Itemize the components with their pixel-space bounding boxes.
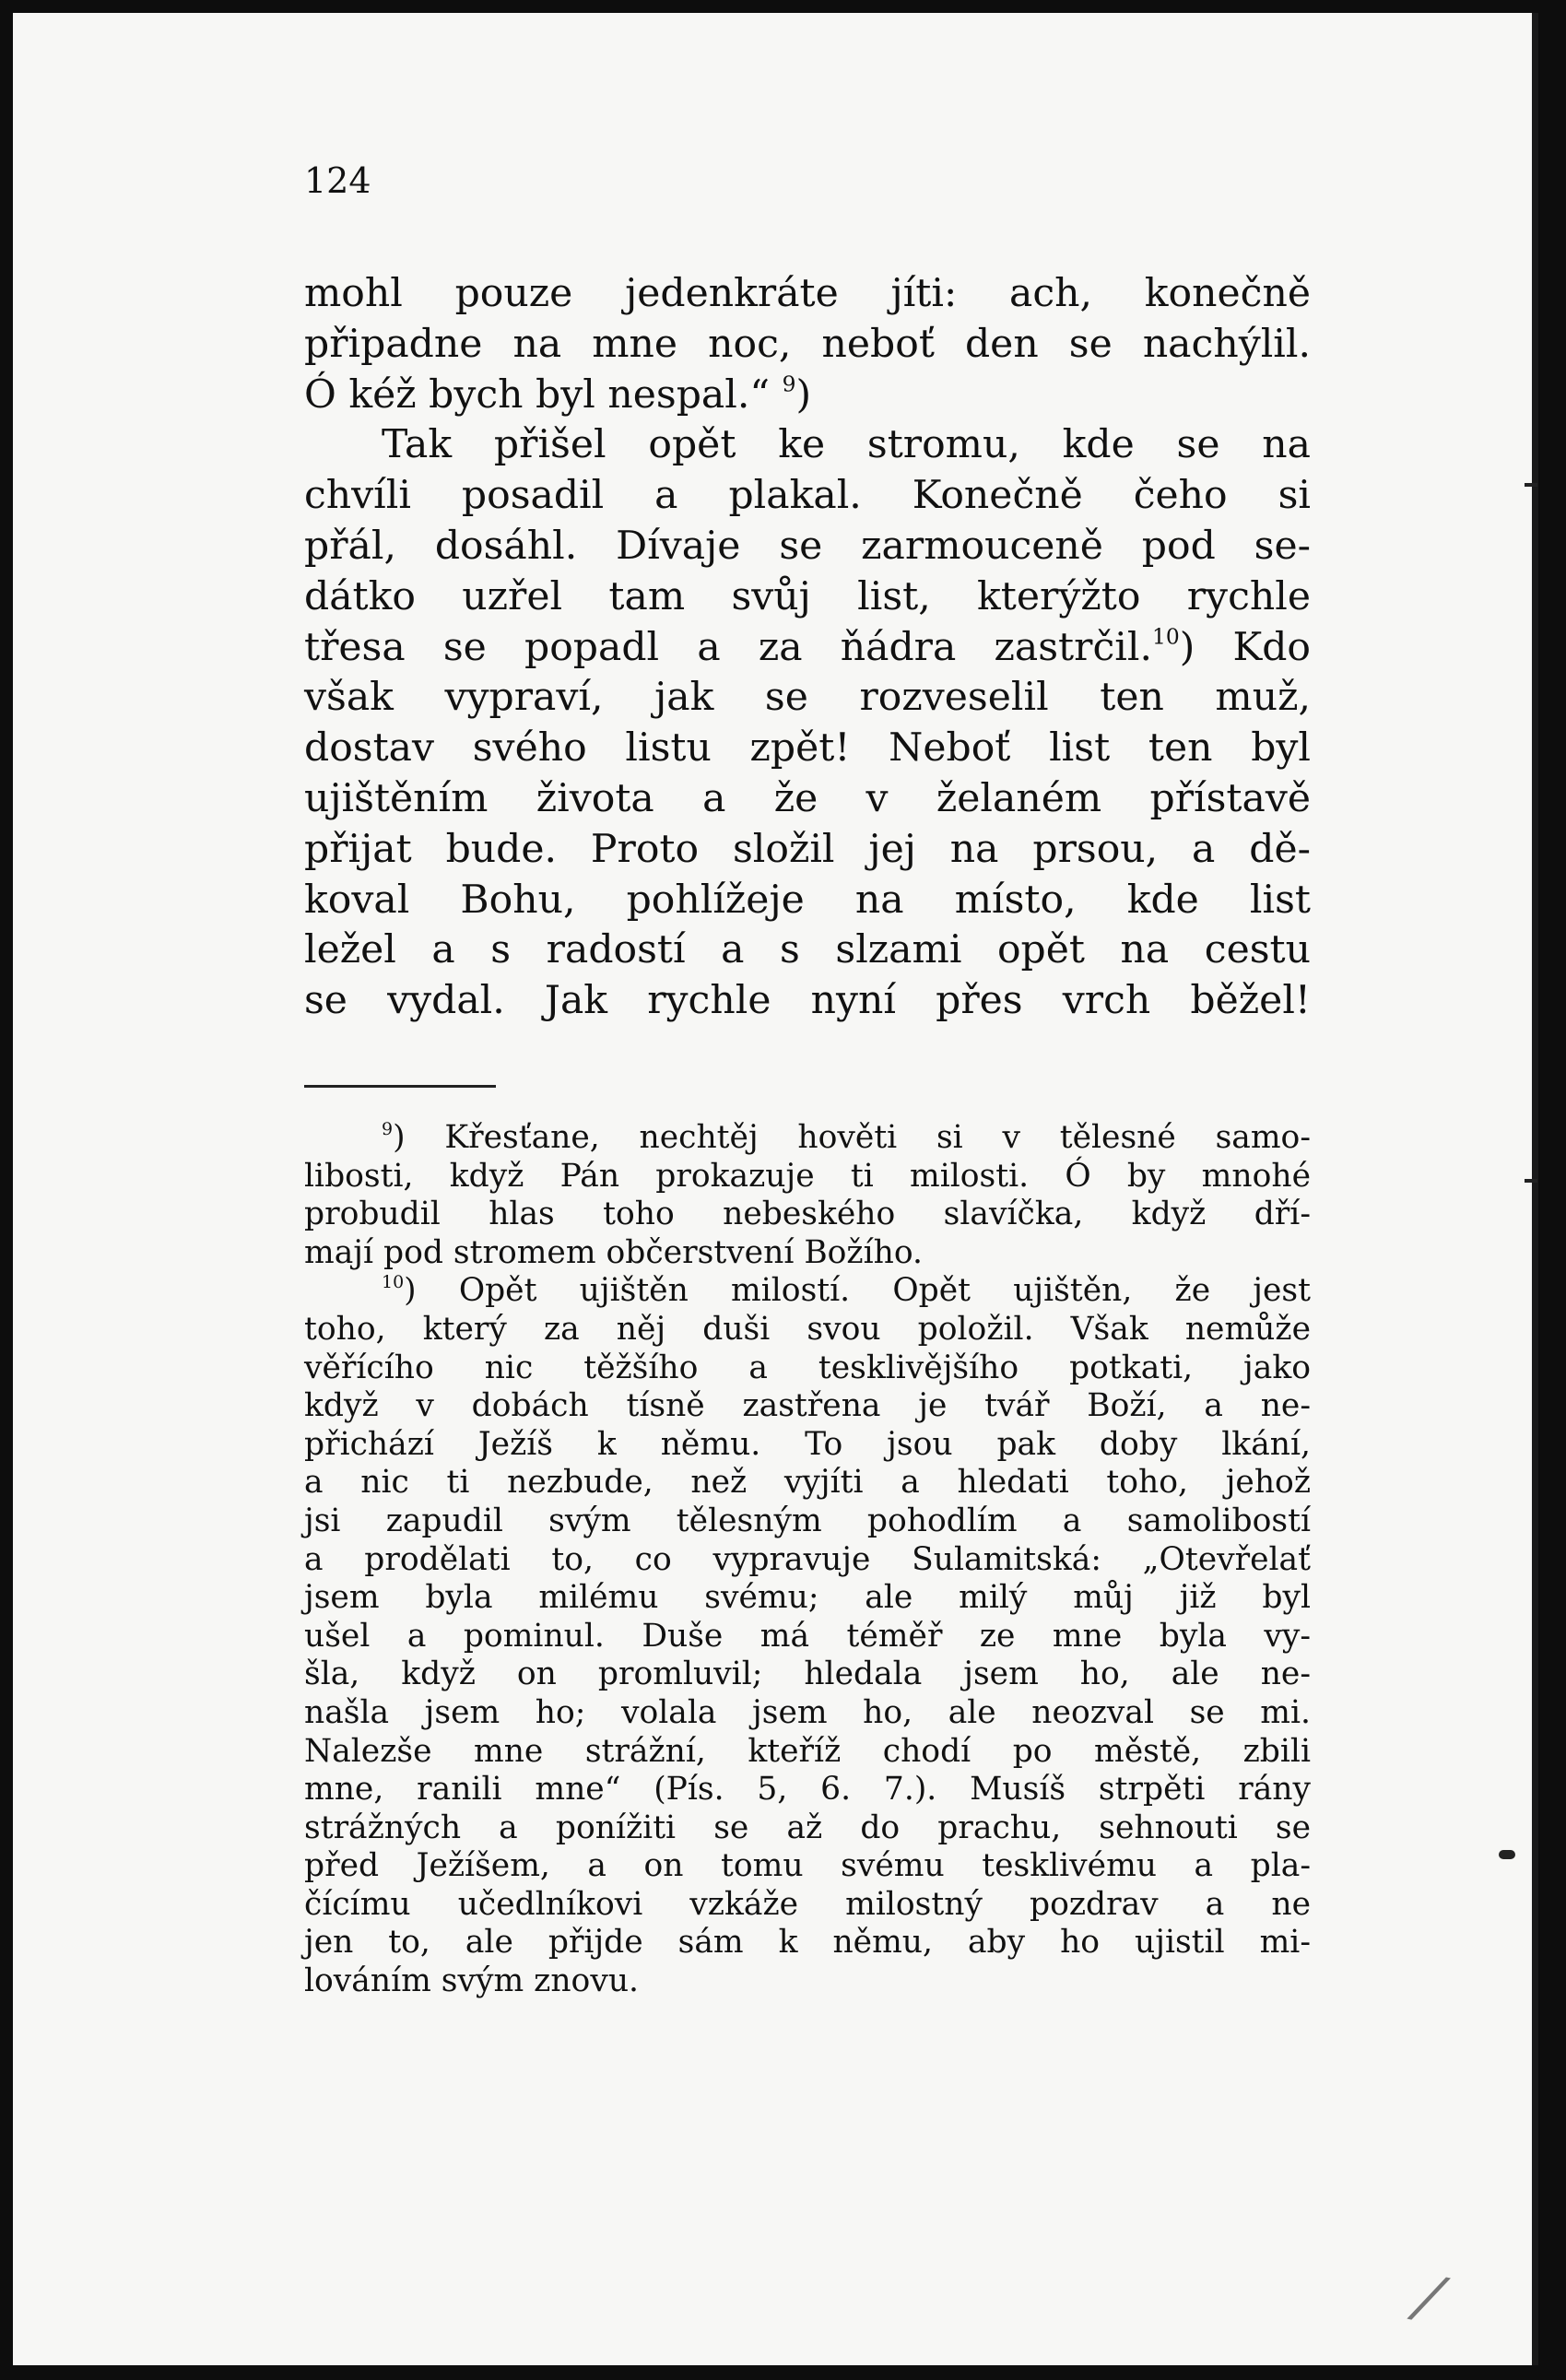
main-text-line: ujištěním života a že v želaném přístavě [304, 775, 1311, 821]
footnote-line: čícímu učedlníkovi vzkáže milostný pozdrav a ne [304, 1885, 1311, 1923]
main-text-line: koval Bohu, pohlížeje na místo, kde list [304, 877, 1311, 923]
footnote-line: jsi zapudil svým tělesným pohodlím a samolibostí [304, 1502, 1311, 1539]
footnote-line: jsem byla milému svému; ale milý můj již byl [304, 1579, 1311, 1617]
main-text-line: přál, dosáhl. Dívaje se zarmouceně pod se- [304, 523, 1311, 569]
footnote-line: jen to, ale přijde sám k němu, aby ho ujistil mi- [304, 1924, 1311, 1962]
main-text-line: třesa se popadl a za ňádra zastrčil.$^{10}$) Kdo [304, 623, 1311, 670]
footnote-line: a nic ti nezbude, než vyjíti a hledati toho, jehož [304, 1464, 1311, 1502]
main-text-line: se vydal. Jak rychle nyní přes vrch běžel! [304, 978, 1311, 1024]
footnote-line: ušel a pominul. Duše má téměř ze mne byla vy- [304, 1617, 1311, 1655]
main-text-line: však vypraví, jak se rozveselil ten muž, [304, 675, 1311, 721]
footnote-line: lováním svým znovu. [304, 1962, 640, 2000]
page-number: 124 [304, 160, 371, 201]
book-page [13, 13, 1538, 2365]
footnote-marker: 9 [382, 1118, 394, 1139]
main-text-line: dostav svého listu zpět! Neboť list ten byl [304, 725, 1311, 772]
footnote-line: mne, ranili mne“ (Pís. 5, 6. 7.). Musíš strpěti rány [304, 1771, 1311, 1809]
footnote-line: když v dobách tísně zastřena je tvář Boží, a ne- [304, 1387, 1311, 1425]
footnote-separator-rule [304, 1085, 496, 1088]
main-text-block [304, 269, 1311, 1027]
footnote-line: Nalezše mne strážní, kteříž chodí po městě, zbili [304, 1732, 1311, 1770]
margin-dot-mark [1499, 1850, 1515, 1859]
margin-tick-mark [1525, 1179, 1537, 1183]
footnotes-block [304, 1119, 1311, 2001]
main-text-line: přijat bude. Proto složil jej na prsou, a dě- [304, 826, 1311, 872]
footnote-line: probudil hlas toho nebeského slavíčka, když dří- [304, 1196, 1311, 1233]
main-text-line: Tak přišel opět ke stromu, kde se na [382, 422, 1311, 468]
footnote-reference: 9 [782, 371, 796, 397]
footnote-line: a prodělati to, co vypravuje Sulamitská: „Otevřelať [304, 1540, 1311, 1578]
footnote-reference: 10 [1151, 623, 1180, 650]
footnote-line: strážných a ponížiti se až do prachu, sehnouti se [304, 1809, 1311, 1846]
margin-tick-mark [1525, 483, 1537, 487]
footnote-line: přichází Ježíš k němu. To jsou pak doby lkání, [304, 1425, 1311, 1463]
footnote-line: libosti, když Pán prokazuje ti milosti. Ó by mnohé [304, 1157, 1311, 1195]
main-text-line: připadne na mne noc, neboť den se nachýlil. [304, 321, 1311, 367]
margin-scratch-mark: ⁄ [1415, 2261, 1442, 2339]
footnote-line: $^9$) Křesťane, nechtěj hověti si v tělesné samo- [382, 1118, 1311, 1156]
main-text-line: chvíli posadil a plakal. Konečně čeho si [304, 473, 1311, 519]
footnote-marker: 10 [382, 1272, 405, 1293]
footnote-line: šla, když on promluvil; hledala jsem ho, ale ne- [304, 1655, 1311, 1693]
footnote-line: našla jsem ho; volala jsem ho, ale neozval se mi. [304, 1693, 1311, 1731]
footnote-line: toho, který za něj duši svou položil. Však nemůže [304, 1310, 1311, 1348]
footnote-line: $^{10}$) Opět ujištěn milostí. Opět ujištěn, že jest [382, 1272, 1311, 1310]
main-text-line: Ó kéž bych byl nespal.“ $^9$) [304, 371, 812, 418]
page-edge-shadow [1532, 13, 1538, 2365]
main-text-line: ležel a s radostí a s slzami opět na cestu [304, 927, 1311, 973]
main-text-line: mohl pouze jedenkráte jíti: ach, konečně [304, 271, 1311, 316]
footnote-line: mají pod stromem občerstvení Božího. [304, 1233, 923, 1271]
footnote-line: před Ježíšem, a on tomu svému tesklivému a pla- [304, 1847, 1311, 1885]
footnote-line: věřícího nic těžšího a tesklivějšího potkati, jako [304, 1349, 1311, 1386]
main-text-line: dátko uzřel tam svůj list, kterýžto rychle [304, 573, 1311, 619]
